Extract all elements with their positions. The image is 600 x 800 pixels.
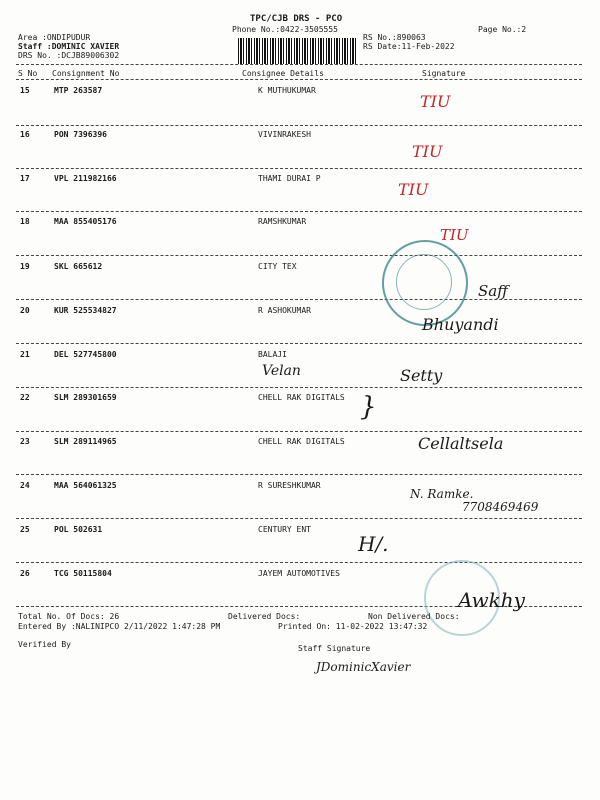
staff-name: Staff :DOMINIC XAVIER: [18, 42, 120, 51]
header-divider-top: [16, 64, 582, 65]
page-number: Page No.:2: [478, 25, 527, 34]
document-title: TPC/CJB DRS - PCO: [250, 14, 343, 24]
signature-handwriting: N. Ramke.: [410, 487, 474, 501]
signature-handwriting: H/.: [358, 532, 389, 556]
signature-handwriting: TIU: [412, 142, 443, 161]
signature-handwriting: Awkhy: [458, 588, 525, 612]
signature-handwriting: Cellaltsela: [418, 434, 504, 453]
header-divider-bottom: [16, 79, 582, 80]
signature-handwriting: Setty: [400, 366, 443, 385]
col-header-signature: Signature: [422, 69, 466, 78]
row-sno: 20: [20, 306, 30, 315]
signature-handwriting: TIU: [420, 92, 451, 111]
delivered-docs: Delivered Docs:: [228, 612, 301, 621]
row-consignment: SKL 665612: [54, 262, 103, 271]
row-consignment: SLM 289301659: [54, 393, 117, 402]
verified-by-label: Verified By: [18, 640, 71, 649]
row-sno: 23: [20, 437, 30, 446]
row-consignment: MAA 564061325: [54, 481, 117, 490]
row-divider: [16, 343, 582, 344]
row-sno: 25: [20, 525, 30, 534]
row-consignment: SLM 289114965: [54, 437, 117, 446]
row-sno: 26: [20, 569, 30, 578]
row-consignee: JAYEM AUTOMOTIVES: [258, 569, 340, 578]
row-consignee: VIVINRAKESH: [258, 130, 311, 139]
row-sno: 21: [20, 350, 30, 359]
row-divider: [16, 255, 582, 256]
row-consignment: PON 7396396: [54, 130, 107, 139]
printed-on: Printed On: 11-02-2022 13:47:32: [278, 622, 428, 631]
row-consignee: CHELL RAK DIGITALS: [258, 437, 345, 446]
total-docs: Total No. Of Docs: 26: [18, 612, 120, 621]
company-seal-stamp: [382, 240, 468, 326]
signature-handwriting: Velan: [262, 363, 301, 379]
signature-handwriting: TIU: [398, 180, 429, 199]
staff-signature-label: Staff Signature: [298, 644, 371, 653]
row-sno: 16: [20, 130, 30, 139]
row-divider: [16, 562, 582, 563]
row-consignment: DEL 527745800: [54, 350, 117, 359]
col-header-sno: S No: [18, 69, 38, 78]
row-sno: 24: [20, 481, 30, 490]
row-consignee: RAMSHKUMAR: [258, 217, 307, 226]
bracket-mark: }: [360, 392, 377, 422]
row-consignment: MTP 263587: [54, 86, 103, 95]
row-consignee: R SURESHKUMAR: [258, 481, 321, 490]
row-sno: 22: [20, 393, 30, 402]
row-consignee: THAMI DURAI P: [258, 174, 321, 183]
entered-by: Entered By :NALINIPCO 2/11/2022 1:47:28 PM: [18, 622, 221, 631]
rs-number: RS No.:890063: [363, 33, 426, 42]
row-divider: [16, 474, 582, 475]
row-sno: 18: [20, 217, 30, 226]
row-divider: [16, 125, 582, 126]
row-divider: [16, 387, 582, 388]
row-consignee: CENTURY ENT: [258, 525, 311, 534]
row-consignment: TCG 50115804: [54, 569, 112, 578]
row-divider: [16, 168, 582, 169]
drs-number: DRS No. :DCJB89006302: [18, 51, 120, 60]
staff-signature-handwriting: JDominicXavier: [316, 660, 411, 674]
barcode: [238, 38, 358, 64]
row-consignment: MAA 855405176: [54, 217, 117, 226]
row-divider: [16, 518, 582, 519]
col-header-consignee: Consignee Details: [242, 69, 324, 78]
row-divider: [16, 431, 582, 432]
row-sno: 17: [20, 174, 30, 183]
phone-number: Phone No.:0422-3505555: [232, 25, 338, 34]
row-consignment: POL 502631: [54, 525, 103, 534]
area-label: Area :ONDIPUDUR: [18, 33, 91, 42]
row-consignment: KUR 525534827: [54, 306, 117, 315]
row-sno: 19: [20, 262, 30, 271]
col-header-consignment: Consignment No: [52, 69, 120, 78]
row-consignment: VPL 211982166: [54, 174, 117, 183]
row-consignee: BALAJI: [258, 350, 287, 359]
row-consignee: CITY TEX: [258, 262, 297, 271]
row-sno: 15: [20, 86, 30, 95]
phone-handwriting: 7708469469: [462, 500, 539, 514]
non-delivered-docs: Non Delivered Docs:: [368, 612, 460, 621]
signature-handwriting: Saff: [478, 282, 508, 300]
signature-handwriting: Bhuyandi: [422, 315, 499, 334]
row-consignee: K MUTHUKUMAR: [258, 86, 316, 95]
row-divider: [16, 211, 582, 212]
signature-handwriting: TIU: [440, 226, 469, 244]
row-consignee: CHELL RAK DIGITALS: [258, 393, 345, 402]
rs-date: RS Date:11-Feb-2022: [363, 42, 455, 51]
row-consignee: R ASHOKUMAR: [258, 306, 311, 315]
